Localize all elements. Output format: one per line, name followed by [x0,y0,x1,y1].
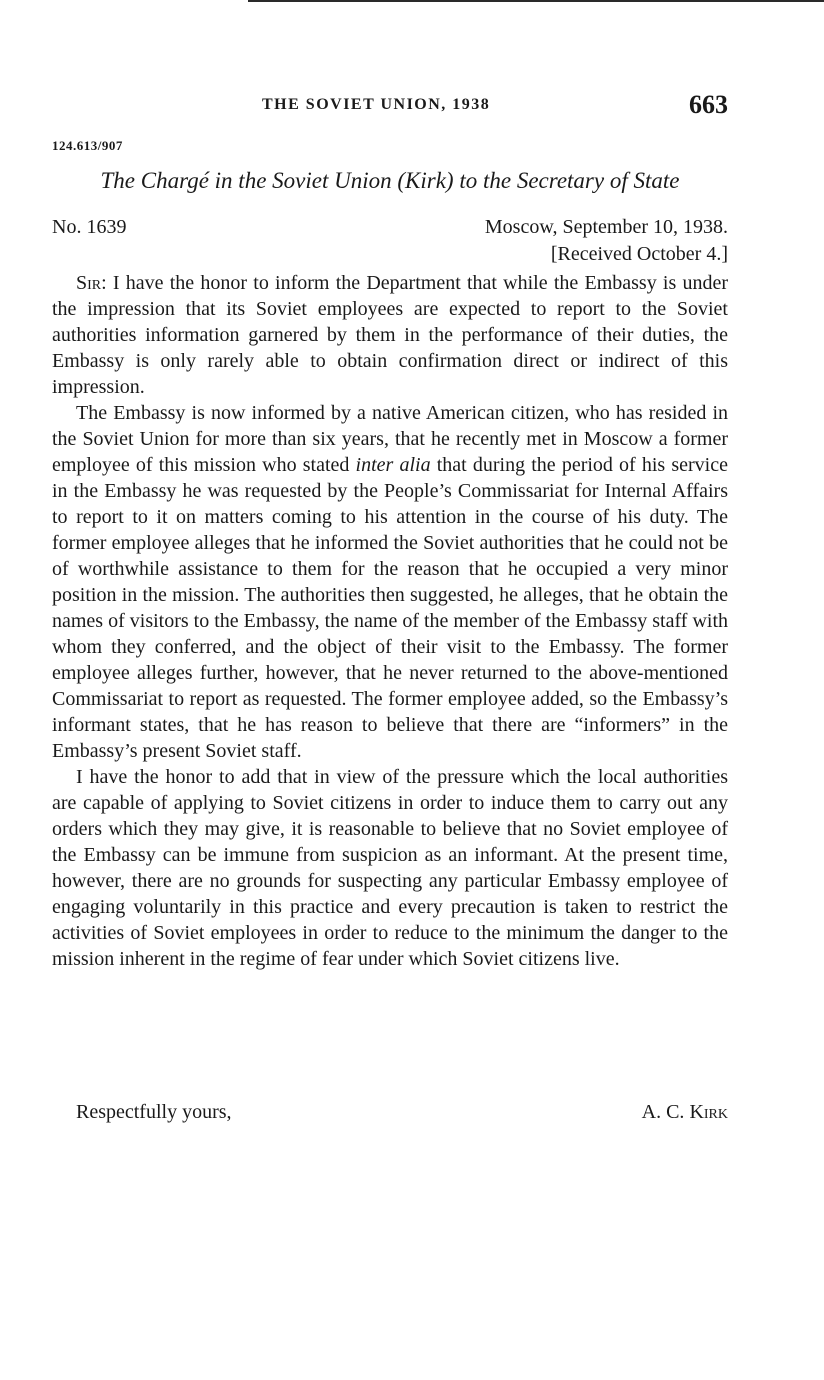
signature [642,1101,728,1124]
closing: Respectfully yours, [76,1101,232,1123]
heading-part-1: The Chargé in the Soviet Union [100,168,398,193]
top-rule [248,0,824,2]
received-date: [Received October 4.] [550,243,728,265]
signature-initials: A. C. [641,1101,690,1123]
running-title: THE SOVIET UNION, 1938 [262,96,491,113]
running-head [52,90,728,122]
document-number: No. 1639 [52,216,127,238]
signature-surname: Kirk [689,1101,728,1123]
salutation: Sir [76,272,102,294]
document-heading [52,168,728,194]
paragraph-2-text-a: The Embassy is now informed by a native American citizen, who has resided in the Soviet Union for more than six years, that he recently met in Moscow a former employee of this mission who stated [52,402,728,476]
paragraph-2-italic: inter alia [355,454,431,476]
file-number: 124.613/907 [52,138,123,153]
heading-part-2: to the Secretary of State [453,168,680,193]
paragraph-3: I have the honor to add that in view of the pressure which the local authorities are capable of applying to Soviet citizens in order to induce them to carry out any orders which they may give, it is reasonable to believe that no Soviet employee of the Embassy can be immune from suspicion as an informant. At the present time, however, there are no grounds for suspecting any particular Embassy employee of engaging voluntarily in this practice and every precaution is taken to restrict the activities of Soviet employees in order to reduce to the minimum the danger to the mission inherent in the regime of fear under which Soviet citizens live. [52,766,728,970]
paragraph-2-text-b: that during the period of his service in the Embassy he was requested by the People’s Commissariat for Internal Affairs to report to it on matters coming to his attention in the course of his duty. The former employee alleges that he informed the Soviet authorities that he could not be of worthwhile assistance to them for the reason that he occupied a very minor position in the mission. The authorities then suggested, he alleges, that he obtain the names of visitors to the Embassy, the name of the member of the Embassy staff with whom they conferred, and the object of their visit to the Embassy. The former employee alleges further, however, that he never returned to the above-mentioned Commissariat to report as requested. The former employee added, so the Embassy’s informant states, that he has reason to believe that there are “informers” in the Embassy’s present Soviet staff. [52,454,728,762]
heading-kirk: (Kirk) [397,168,454,193]
paragraph-2 [52,400,728,764]
letter-body [52,270,728,972]
paragraph-1-text: : I have the honor to inform the Department that while the Embassy is under the impression that its Soviet employees are expected to report to the Soviet authorities information garnered by them in the performance of their duties, the Embassy is only rarely able to obtain confirmation direct or indirect of this impression. [52,272,728,398]
dateline: Moscow, September 10, 1938. [484,216,728,238]
paragraph-1 [52,270,728,400]
page-number: 663 [689,90,728,119]
